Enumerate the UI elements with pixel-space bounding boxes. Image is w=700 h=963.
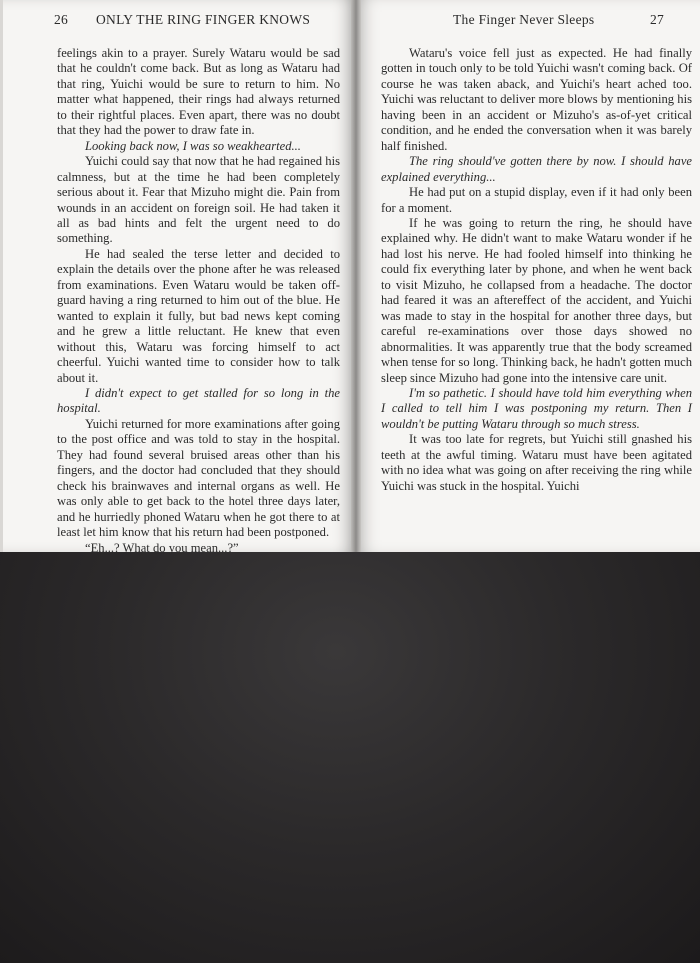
paragraph: It was too late for regrets, but Yuichi still gnashed his teeth at the awful timing. Wataru must have been agitated with no idea what was going on after receiving the ring while Yuichi was stuck in the hospital. Yuichi	[381, 432, 692, 493]
paragraph: He had put on a stupid display, even if it had only been for a moment.	[381, 185, 692, 215]
left-page	[0, 0, 356, 555]
right-page	[356, 0, 700, 552]
paragraph: “Eh...? What do you mean...?”	[85, 540, 239, 555]
left-page-text	[57, 46, 340, 556]
paragraph: Wataru's voice fell just as expected. He had finally gotten in touch only to be told Yuichi wasn't coming back. Of course he was taken aback, and Yuichi's heart ached too. Yuichi was reluctant to deliver more blows by mentioning his having been in an accident or Mizuho's as-of-yet critical condition, and he ended the conversation when it was barely half finished.	[381, 46, 692, 153]
paragraph: He had sealed the terse letter and decided to explain the details over the phone after he was released from examinations. Even Wataru would be taken off-guard having a ring returned to him out of the blue. He wanted to explain it fully, but bad news kept coming and he grew a little reluctant. He knew that even without this, Wataru was forcing himself to act cheerful. Yuichi wanted time to consider how to talk about it.	[57, 246, 340, 385]
paragraph: Looking back now, I was so weakhearted...	[85, 138, 301, 153]
page-number: 26	[54, 12, 69, 27]
paragraph: I'm so pathetic. I should have told him everything when I called to tell him I was postponing my return. Then I wouldn't be putting Wataru through so much stress.	[381, 385, 692, 431]
paragraph: If he was going to return the ring, he should have explained why. He didn't want to make Wataru wonder if he had lost his nerve. He had fooled himself into thinking he could fix everything later by phone, and when he went back to visit Mizuho, he collapsed from a headache. The doctor had feared it was an aftereffect of the accident, and Yuichi was made to stay in the hospital for another three days, but careful re-examinations over those days showed no abnormalities. It was apparently true that the body screamed when tense for so long. Thinking back, he hadn't gotten much sleep since Mizuho had gone into the intensive care unit.	[381, 215, 692, 385]
right-page-text	[381, 46, 692, 494]
page-edge	[0, 0, 3, 552]
paragraph: I didn't expect to get stalled for so long in the hospital.	[57, 385, 340, 416]
scanner-background	[0, 548, 700, 963]
running-head: The Finger Never Sleeps	[453, 12, 595, 27]
book-gutter	[351, 0, 361, 552]
paragraph: Yuichi returned for more examinations after going to the post office and was told to stay in the hospital. They had found several bruised areas other than his fingers, and the doctor had concluded that they should check his brainwaves and internal organs as well. He was only able to get back to the hotel three days later, and he hurriedly phoned Wataru when he got there to at least let him know that his return had been postponed.	[57, 416, 340, 540]
running-head: ONLY THE RING FINGER KNOWS	[96, 12, 311, 27]
paragraph: The ring should've gotten there by now. I should have explained everything...	[381, 154, 692, 184]
page-number: 27	[650, 12, 665, 27]
paragraph: feelings akin to a prayer. Surely Wataru would be sad that he couldn't come back. But as long as Wataru had that ring, Yuichi would be sure to return to him. No matter what happened, their rings had always returned to their rightful places. Even apart, there was no doubt that they had the power to draw fate in.	[57, 46, 340, 138]
paragraph: Yuichi could say that now that he had regained his calmness, but at the time he had been completely serious about it. Fear that Mizuho might die. Pain from wounds in an accident on foreign soil. He had taken it all as bad hints and felt the urgent need to do something.	[57, 154, 340, 246]
